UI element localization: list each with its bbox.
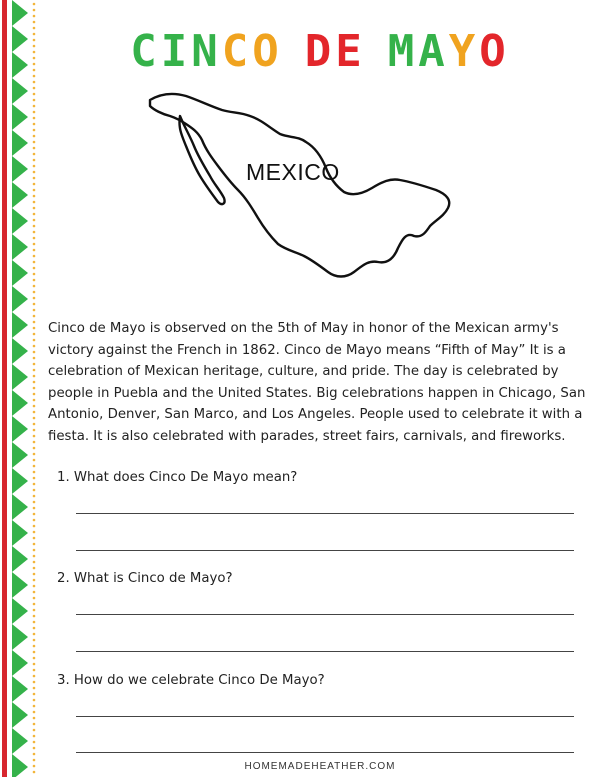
title-letter: M xyxy=(387,26,419,77)
question-2: 2. What is Cinco de Mayo? xyxy=(57,571,233,586)
border-dot xyxy=(33,231,36,234)
baja-california-outline xyxy=(179,116,224,204)
border-triangle xyxy=(12,390,28,416)
border-dot xyxy=(33,357,36,360)
border-dot xyxy=(33,705,36,708)
border-dot xyxy=(33,309,36,312)
map-label: MEXICO xyxy=(246,159,340,185)
border-dot xyxy=(33,747,36,750)
border-dot xyxy=(33,99,36,102)
border-triangle xyxy=(12,364,28,390)
border-dot xyxy=(33,225,36,228)
answer-line-2a[interactable] xyxy=(76,614,574,615)
title-space xyxy=(283,26,305,78)
border-dot xyxy=(33,465,36,468)
border-dot xyxy=(33,741,36,744)
border-triangle xyxy=(12,26,28,52)
border-dot xyxy=(33,765,36,768)
border-dot xyxy=(33,567,36,570)
border-dot xyxy=(33,543,36,546)
border-dot xyxy=(33,27,36,30)
border-dot xyxy=(33,411,36,414)
mexico-map xyxy=(140,86,460,286)
border-dot xyxy=(33,603,36,606)
border-dot xyxy=(33,363,36,366)
border-dot xyxy=(33,441,36,444)
border-triangle xyxy=(12,546,28,572)
border-dot xyxy=(33,147,36,150)
border-triangle xyxy=(12,260,28,286)
border-dot xyxy=(33,495,36,498)
border-triangle xyxy=(12,702,28,728)
border-dot xyxy=(33,189,36,192)
border-dot xyxy=(33,537,36,540)
border-dot xyxy=(33,255,36,258)
border-dot xyxy=(33,519,36,522)
title-letter: N xyxy=(191,26,222,77)
border-dot xyxy=(33,159,36,162)
border-dot xyxy=(33,771,36,774)
title-letter: O xyxy=(252,26,283,77)
border-dot xyxy=(33,483,36,486)
decorative-border xyxy=(0,0,40,777)
border-dot xyxy=(33,33,36,36)
border-dot xyxy=(33,21,36,24)
intro-paragraph: Cinco de Mayo is observed on the 5th of May in honor of the Mexican army's victory against the French in 1862. Cinco de Mayo means “Fifth of May” It is a celebration of Mexican heritage, culture, and pride. The day is celebrated by people in Puebla and the United States. Big celebrations happen in Chicago, San Antonio, Denver, San Marco, and Los Angeles. People used to celebrate it with a fiesta. It is also celebrated with parades, street fairs, carnivals, and fireworks. xyxy=(48,321,586,444)
border-triangle xyxy=(12,312,28,338)
border-dot xyxy=(33,9,36,12)
title-letter: D xyxy=(304,26,336,77)
border-dot xyxy=(33,291,36,294)
border-dot xyxy=(33,471,36,474)
answer-line-3a[interactable] xyxy=(76,716,574,717)
title-letter: A xyxy=(418,26,449,77)
border-dot xyxy=(33,267,36,270)
border-triangle xyxy=(12,0,28,26)
title-letter: E xyxy=(335,26,366,77)
border-dot xyxy=(33,63,36,66)
border-dot xyxy=(33,699,36,702)
border-dot xyxy=(33,579,36,582)
border-dot xyxy=(33,753,36,756)
border-dot xyxy=(33,57,36,60)
border-dot xyxy=(33,201,36,204)
border-dot xyxy=(33,165,36,168)
border-dot xyxy=(33,171,36,174)
border-dot xyxy=(33,687,36,690)
border-triangle xyxy=(12,78,28,104)
border-dot xyxy=(33,489,36,492)
border-dot xyxy=(33,81,36,84)
border-dot xyxy=(33,195,36,198)
border-dot xyxy=(33,525,36,528)
title-space xyxy=(366,26,388,78)
border-dot xyxy=(33,345,36,348)
border-triangle xyxy=(12,728,28,754)
border-dot xyxy=(33,621,36,624)
border-dot xyxy=(33,711,36,714)
border-dot xyxy=(33,453,36,456)
border-dot xyxy=(33,297,36,300)
border-dot xyxy=(33,633,36,636)
border-dot xyxy=(33,129,36,132)
border-dotted-line xyxy=(33,3,36,774)
border-triangle xyxy=(12,442,28,468)
border-dot xyxy=(33,243,36,246)
border-triangle xyxy=(12,338,28,364)
border-triangle xyxy=(12,650,28,676)
border-dot xyxy=(33,675,36,678)
question-3: 3. How do we celebrate Cinco De Mayo? xyxy=(57,673,325,688)
title-letter: I xyxy=(160,26,192,77)
border-dot xyxy=(33,405,36,408)
border-dot xyxy=(33,681,36,684)
border-triangle xyxy=(12,416,28,442)
title-letter: O xyxy=(479,26,510,77)
border-dot xyxy=(33,549,36,552)
border-dot xyxy=(33,585,36,588)
border-dot xyxy=(33,87,36,90)
title-letter: C xyxy=(221,26,253,77)
border-dot xyxy=(33,435,36,438)
border-dot xyxy=(33,213,36,216)
border-dot xyxy=(33,381,36,384)
border-triangle xyxy=(12,494,28,520)
border-triangle xyxy=(12,754,28,777)
border-dot xyxy=(33,69,36,72)
border-dot xyxy=(33,141,36,144)
border-dot xyxy=(33,375,36,378)
border-dot xyxy=(33,333,36,336)
border-dot xyxy=(33,111,36,114)
border-triangle xyxy=(12,208,28,234)
border-dot xyxy=(33,555,36,558)
border-dot xyxy=(33,477,36,480)
border-dot xyxy=(33,315,36,318)
border-dot xyxy=(33,393,36,396)
border-dot xyxy=(33,327,36,330)
border-dot xyxy=(33,249,36,252)
border-triangle xyxy=(12,572,28,598)
border-dot xyxy=(33,591,36,594)
border-dot xyxy=(33,735,36,738)
border-red-stripe xyxy=(2,0,7,777)
border-dot xyxy=(33,237,36,240)
border-dot xyxy=(33,75,36,78)
border-dot xyxy=(33,513,36,516)
border-dot xyxy=(33,15,36,18)
border-dot xyxy=(33,219,36,222)
border-dot xyxy=(33,597,36,600)
border-dot xyxy=(33,759,36,762)
border-dot xyxy=(33,51,36,54)
border-dot xyxy=(33,387,36,390)
border-triangle xyxy=(12,468,28,494)
border-dot xyxy=(33,639,36,642)
border-dot xyxy=(33,369,36,372)
border-triangle xyxy=(12,182,28,208)
border-dot xyxy=(33,531,36,534)
border-triangle xyxy=(12,234,28,260)
answer-line-3b[interactable] xyxy=(76,752,574,753)
answer-line-2b[interactable] xyxy=(76,651,574,652)
border-dot xyxy=(33,561,36,564)
border-dot xyxy=(33,123,36,126)
border-dot xyxy=(33,459,36,462)
footer-credit: HOMEMADEHEATHER.COM xyxy=(244,761,396,772)
border-dot xyxy=(33,135,36,138)
border-dot xyxy=(33,3,36,6)
border-dot xyxy=(33,501,36,504)
border-dot xyxy=(33,729,36,732)
border-triangle xyxy=(12,104,28,130)
question-1: 1. What does Cinco De Mayo mean? xyxy=(57,470,298,485)
border-dot xyxy=(33,723,36,726)
border-triangle xyxy=(12,156,28,182)
border-dot xyxy=(33,273,36,276)
border-dot xyxy=(33,717,36,720)
border-dot xyxy=(33,105,36,108)
border-triangle xyxy=(12,676,28,702)
border-triangle xyxy=(12,520,28,546)
border-dot xyxy=(33,447,36,450)
border-dot xyxy=(33,339,36,342)
border-dot xyxy=(33,45,36,48)
border-triangle xyxy=(12,52,28,78)
border-dot xyxy=(33,657,36,660)
border-dot xyxy=(33,351,36,354)
border-dot xyxy=(33,207,36,210)
answer-line-1b[interactable] xyxy=(76,550,574,551)
border-green-triangles xyxy=(12,0,28,777)
border-dot xyxy=(33,117,36,120)
border-dot xyxy=(33,423,36,426)
border-dot xyxy=(33,669,36,672)
answer-line-1a[interactable] xyxy=(76,513,574,514)
border-dot xyxy=(33,693,36,696)
border-dot xyxy=(33,93,36,96)
border-dot xyxy=(33,279,36,282)
border-dot xyxy=(33,627,36,630)
border-dot xyxy=(33,663,36,666)
border-dot xyxy=(33,153,36,156)
page-title xyxy=(40,26,600,78)
border-triangle xyxy=(12,598,28,624)
border-dot xyxy=(33,321,36,324)
border-dot xyxy=(33,261,36,264)
border-dot xyxy=(33,573,36,576)
border-dot xyxy=(33,507,36,510)
border-dot xyxy=(33,303,36,306)
border-dot xyxy=(33,609,36,612)
border-dot xyxy=(33,39,36,42)
border-dot xyxy=(33,399,36,402)
border-dot xyxy=(33,651,36,654)
border-triangle xyxy=(12,624,28,650)
border-dot xyxy=(33,645,36,648)
border-dot xyxy=(33,417,36,420)
border-dot xyxy=(33,177,36,180)
border-dot xyxy=(33,285,36,288)
title-letter: C xyxy=(130,26,161,77)
border-triangle xyxy=(12,130,28,156)
title-letter: Y xyxy=(448,26,480,77)
border-dot xyxy=(33,183,36,186)
border-dot xyxy=(33,615,36,618)
border-triangle xyxy=(12,286,28,312)
border-dot xyxy=(33,429,36,432)
